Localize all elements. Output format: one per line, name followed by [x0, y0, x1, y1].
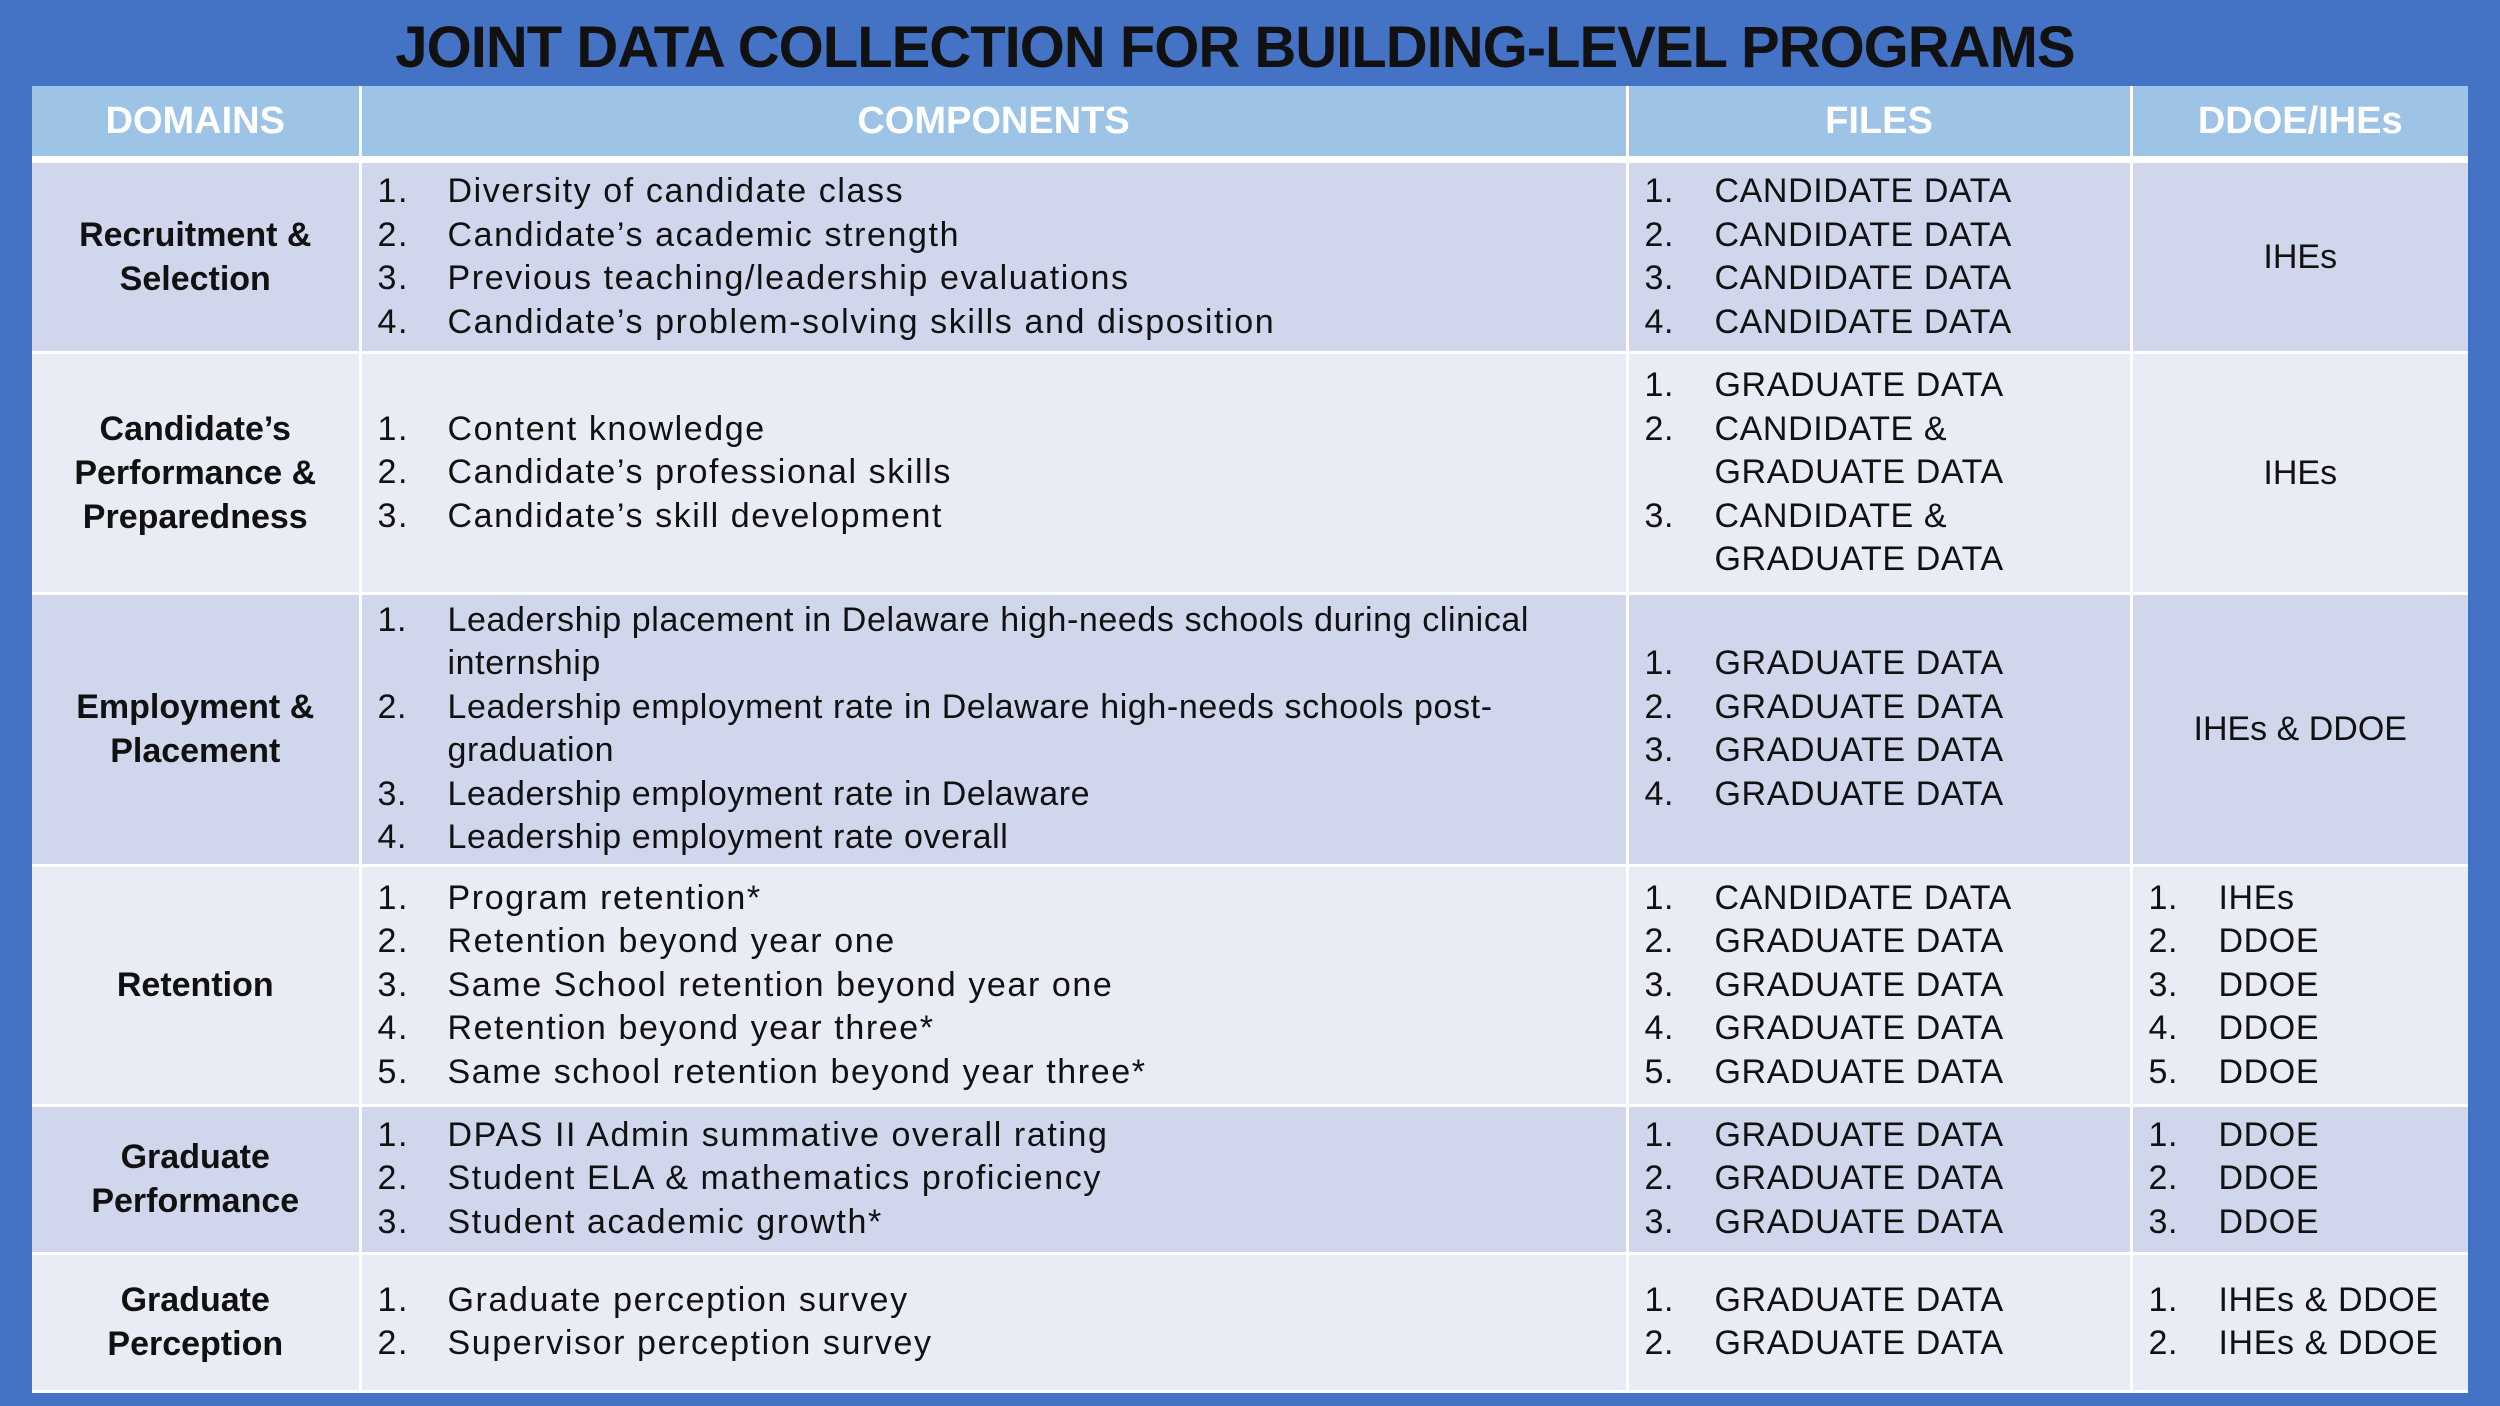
list-item	[2149, 1279, 2459, 1323]
item-number: 1.	[377, 1115, 410, 1154]
files-cell	[1627, 160, 2131, 353]
domain-cell: Graduate Performance	[32, 1105, 360, 1253]
file-text: CANDIDATE DATA	[1714, 302, 2012, 341]
item-number: 2.	[377, 453, 410, 492]
list-item	[378, 408, 1616, 452]
file-text: GRADUATE DATA	[1714, 774, 2004, 813]
responsible-list	[2133, 1114, 2469, 1245]
list-item	[378, 964, 1616, 1008]
components-cell	[360, 160, 1627, 353]
list-item	[1645, 301, 2120, 345]
item-number: 1.	[377, 172, 410, 211]
list-item	[2149, 1157, 2459, 1201]
file-text: GRADUATE DATA	[1714, 1009, 2004, 1048]
file-text: GRADUATE DATA	[1714, 1115, 2004, 1154]
file-text: GRADUATE DATA	[1714, 366, 2004, 405]
list-item	[2149, 1201, 2459, 1245]
list-item	[1645, 257, 2120, 301]
list-item	[2149, 964, 2459, 1008]
components-list	[362, 408, 1626, 539]
list-item	[378, 301, 1616, 345]
header-components: COMPONENTS	[360, 86, 1627, 160]
domain-cell: Candidate’s Performance & Preparedness	[32, 353, 360, 593]
file-text: GRADUATE DATA	[1714, 922, 2004, 961]
list-item	[378, 1114, 1616, 1158]
list-item	[378, 170, 1616, 214]
item-number: 1.	[377, 878, 410, 917]
list-item	[1645, 1157, 2120, 1201]
list-item	[2149, 1322, 2459, 1366]
file-text: GRADUATE DATA	[1714, 1159, 2004, 1198]
table-header-row	[32, 86, 2468, 160]
components-cell	[360, 353, 1627, 593]
files-list	[1629, 642, 2130, 816]
components-list	[362, 170, 1626, 344]
item-number: 3.	[377, 1202, 410, 1241]
file-text: GRADUATE DATA	[1714, 731, 2004, 770]
component-text: Supervisor perception survey	[447, 1324, 933, 1363]
files-list	[1629, 364, 2130, 582]
item-number: 1.	[2148, 1115, 2179, 1154]
list-item	[1645, 1322, 2120, 1366]
list-item	[378, 1051, 1616, 1095]
list-item	[378, 1322, 1616, 1366]
domain-cell: Graduate Perception	[32, 1253, 360, 1391]
item-number: 3.	[1644, 731, 1675, 770]
responsible-cell: IHEs	[2131, 353, 2468, 593]
item-number: 1.	[377, 600, 408, 639]
list-item	[378, 451, 1616, 495]
item-number: 2.	[2148, 1159, 2179, 1198]
list-item	[378, 1279, 1616, 1323]
item-number: 2.	[1644, 922, 1675, 961]
list-item	[378, 686, 1616, 773]
responsible-text: DDOE	[2218, 965, 2320, 1004]
header-files: FILES	[1627, 86, 2131, 160]
list-item	[1645, 1007, 2120, 1051]
item-number: 1.	[1644, 1280, 1675, 1319]
file-text: CANDIDATE & GRADUATE DATA	[1714, 496, 2004, 579]
component-text: Graduate perception survey	[447, 1280, 909, 1319]
list-item	[1645, 214, 2120, 258]
component-text: Leadership employment rate in Delaware	[447, 774, 1091, 813]
list-item	[2149, 920, 2459, 964]
files-list	[1629, 877, 2130, 1095]
responsible-list	[2133, 877, 2469, 1095]
item-number: 4.	[2148, 1009, 2179, 1048]
files-list	[1629, 1279, 2130, 1366]
item-number: 1.	[377, 409, 410, 448]
component-text: Program retention*	[447, 878, 762, 917]
item-number: 5.	[2148, 1052, 2179, 1091]
list-item	[378, 257, 1616, 301]
table-row	[32, 160, 2468, 353]
item-number: 3.	[377, 496, 410, 535]
file-text: CANDIDATE & GRADUATE DATA	[1714, 409, 2004, 492]
item-number: 2.	[377, 922, 410, 961]
item-number: 2.	[377, 1159, 410, 1198]
item-number: 2.	[1644, 687, 1675, 726]
file-text: GRADUATE DATA	[1714, 644, 2004, 683]
list-item	[378, 816, 1616, 860]
responsible-cell: IHEs	[2131, 160, 2468, 353]
domain-cell: Retention	[32, 866, 360, 1105]
item-number: 4.	[377, 818, 408, 857]
table-row	[32, 1105, 2468, 1253]
item-number: 2.	[377, 687, 408, 726]
item-number: 3.	[1644, 965, 1675, 1004]
item-number: 1.	[2148, 878, 2179, 917]
item-number: 4.	[1644, 1009, 1675, 1048]
list-item	[1645, 1201, 2120, 1245]
responsible-list	[2133, 1279, 2469, 1366]
list-item	[2149, 1051, 2459, 1095]
components-list	[362, 1279, 1626, 1366]
responsible-text: IHEs & DDOE	[2218, 1324, 2439, 1363]
component-text: Candidate’s academic strength	[447, 215, 961, 254]
page-title: JOINT DATA COLLECTION FOR BUILDING-LEVEL PROGRAMS	[395, 15, 2075, 80]
data-collection-table	[32, 86, 2468, 1393]
domain-cell: Employment & Placement	[32, 593, 360, 865]
list-item	[1645, 642, 2120, 686]
component-text: Same School retention beyond year one	[447, 965, 1114, 1004]
item-number: 5.	[377, 1052, 410, 1091]
header-ddoe-ihes: DDOE/IHEs	[2131, 86, 2468, 160]
item-number: 3.	[1644, 496, 1675, 535]
item-number: 1.	[1644, 878, 1675, 917]
item-number: 1.	[1644, 172, 1675, 211]
item-number: 2.	[377, 215, 410, 254]
item-number: 3.	[2148, 965, 2179, 1004]
responsible-text: IHEs	[2218, 878, 2295, 917]
item-number: 2.	[1644, 409, 1675, 448]
item-number: 4.	[377, 1009, 410, 1048]
item-number: 2.	[2148, 922, 2179, 961]
item-number: 4.	[377, 302, 410, 341]
list-item	[378, 599, 1616, 686]
list-item	[378, 1157, 1616, 1201]
component-text: Previous teaching/leadership evaluations	[447, 259, 1130, 298]
list-item	[378, 214, 1616, 258]
list-item	[1645, 408, 2120, 495]
item-number: 3.	[2148, 1202, 2179, 1241]
file-text: GRADUATE DATA	[1714, 1280, 2004, 1319]
components-list	[362, 877, 1626, 1095]
component-text: Student academic growth*	[447, 1202, 883, 1241]
responsible-text: DDOE	[2218, 1009, 2320, 1048]
responsible-text: DDOE	[2218, 1159, 2320, 1198]
item-number: 1.	[377, 1280, 410, 1319]
file-text: CANDIDATE DATA	[1714, 259, 2012, 298]
component-text: DPAS II Admin summative overall rating	[447, 1115, 1109, 1154]
files-cell	[1627, 593, 2131, 865]
component-text: Retention beyond year one	[447, 922, 896, 961]
file-text: GRADUATE DATA	[1714, 1052, 2004, 1091]
item-number: 1.	[1644, 1115, 1675, 1154]
list-item	[378, 1201, 1616, 1245]
list-item	[1645, 686, 2120, 730]
list-item	[378, 773, 1616, 817]
components-cell	[360, 1253, 1627, 1391]
item-number: 2.	[377, 1324, 410, 1363]
item-number: 2.	[2148, 1324, 2179, 1363]
item-number: 3.	[1644, 259, 1675, 298]
component-text: Diversity of candidate class	[447, 172, 905, 211]
list-item	[378, 1007, 1616, 1051]
item-number: 5.	[1644, 1052, 1675, 1091]
file-text: GRADUATE DATA	[1714, 687, 2004, 726]
item-number: 4.	[1644, 302, 1675, 341]
list-item	[378, 495, 1616, 539]
component-text: Leadership employment rate in Delaware high-needs schools post-graduation	[447, 687, 1493, 770]
component-text: Leadership placement in Delaware high-needs schools during clinical internship	[447, 600, 1530, 683]
components-cell	[360, 1105, 1627, 1253]
responsible-text: IHEs & DDOE	[2218, 1280, 2439, 1319]
files-cell	[1627, 353, 2131, 593]
responsible-text: DDOE	[2218, 1115, 2320, 1154]
component-text: Candidate’s professional skills	[447, 453, 952, 492]
component-text: Content knowledge	[447, 409, 766, 448]
component-text: Leadership employment rate overall	[447, 818, 1009, 857]
components-list	[362, 1114, 1626, 1245]
item-number: 3.	[377, 259, 410, 298]
component-text: Candidate’s skill development	[447, 496, 944, 535]
files-list	[1629, 1114, 2130, 1245]
list-item	[1645, 1051, 2120, 1095]
item-number: 2.	[1644, 1159, 1675, 1198]
list-item	[2149, 1114, 2459, 1158]
responsible-cell	[2131, 1253, 2468, 1391]
table-row	[32, 593, 2468, 865]
responsible-cell: IHEs & DDOE	[2131, 593, 2468, 865]
domain-cell: Recruitment & Selection	[32, 160, 360, 353]
item-number: 3.	[377, 965, 410, 1004]
components-cell	[360, 593, 1627, 865]
table-row	[32, 353, 2468, 593]
list-item	[1645, 495, 2120, 582]
list-item	[1645, 729, 2120, 773]
header-domains: DOMAINS	[32, 86, 360, 160]
file-text: GRADUATE DATA	[1714, 1324, 2004, 1363]
item-number: 4.	[1644, 774, 1675, 813]
files-cell	[1627, 1253, 2131, 1391]
list-item	[2149, 877, 2459, 921]
item-number: 2.	[1644, 1324, 1675, 1363]
file-text: CANDIDATE DATA	[1714, 172, 2012, 211]
responsible-cell	[2131, 866, 2468, 1105]
files-cell	[1627, 866, 2131, 1105]
item-number: 1.	[1644, 366, 1675, 405]
file-text: CANDIDATE DATA	[1714, 215, 2012, 254]
item-number: 3.	[377, 774, 408, 813]
file-text: GRADUATE DATA	[1714, 965, 2004, 1004]
components-list	[362, 599, 1626, 860]
list-item	[1645, 773, 2120, 817]
list-item	[1645, 920, 2120, 964]
list-item	[1645, 877, 2120, 921]
table-row	[32, 1253, 2468, 1391]
components-cell	[360, 866, 1627, 1105]
item-number: 3.	[1644, 1202, 1675, 1241]
item-number: 1.	[2148, 1280, 2179, 1319]
list-item	[1645, 1279, 2120, 1323]
list-item	[1645, 364, 2120, 408]
list-item	[378, 920, 1616, 964]
responsible-cell	[2131, 1105, 2468, 1253]
component-text: Retention beyond year three*	[447, 1009, 935, 1048]
list-item	[1645, 170, 2120, 214]
files-cell	[1627, 1105, 2131, 1253]
responsible-text: DDOE	[2218, 922, 2320, 961]
component-text: Same school retention beyond year three*	[447, 1052, 1147, 1091]
files-list	[1629, 170, 2130, 344]
list-item	[2149, 1007, 2459, 1051]
list-item	[1645, 964, 2120, 1008]
component-text: Candidate’s problem-solving skills and disposition	[447, 302, 1276, 341]
responsible-text: DDOE	[2218, 1052, 2320, 1091]
list-item	[1645, 1114, 2120, 1158]
list-item	[378, 877, 1616, 921]
component-text: Student ELA & mathematics proficiency	[447, 1159, 1102, 1198]
file-text: CANDIDATE DATA	[1714, 878, 2012, 917]
table-row	[32, 866, 2468, 1105]
file-text: GRADUATE DATA	[1714, 1202, 2004, 1241]
item-number: 1.	[1644, 644, 1675, 683]
responsible-text: DDOE	[2218, 1202, 2320, 1241]
item-number: 2.	[1644, 215, 1675, 254]
